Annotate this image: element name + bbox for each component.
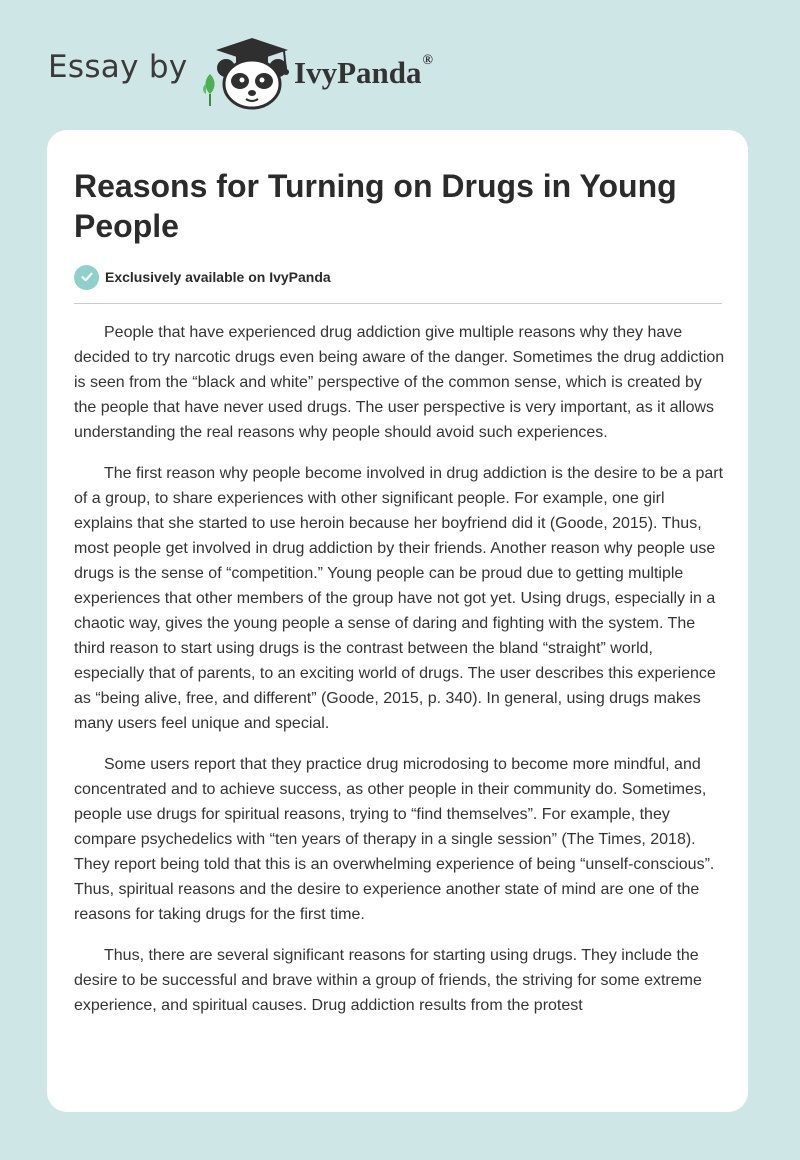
essay-title: Reasons for Turning on Drugs in Young People [74, 168, 677, 244]
paragraph: People that have experienced drug addiction give multiple reasons why they have decided to try narcotic drugs even being aware of the danger. Sometimes the drug addiction is seen from the “black and white” perspective of the common sense, which is created by the people that have never used drugs. The user perspective is very important, as it allows understanding the real reasons why people should avoid such experiences. [74, 324, 725, 441]
essay-by-label: Essay by [48, 49, 188, 85]
brand-name-text: IvyPanda [294, 55, 422, 90]
registered-mark: ® [422, 53, 433, 68]
leaf-icon [203, 74, 215, 106]
essay-body [74, 320, 725, 1034]
brand-name [294, 55, 432, 91]
paragraph: Some users report that they practice drug microdosing to become more mindful, and concentrated and to achieve success, as other people in their community do. Sometimes, people use drugs for spiritual reasons, trying to “find themselves”. For example, they compare psychedelics with “ten years of therapy in a single session” (The Times, 2018). They report being told that this is an overwhelming experience of being “unself-conscious”. Thus, spiritual reasons and the desire to experience another state of mind are one of the reasons for taking drugs for the first time. [74, 756, 715, 923]
exclusive-badge [74, 264, 331, 290]
site-header [0, 0, 800, 130]
paragraph: The first reason why people become involved in drug addiction is the desire to be a part of a group, to share experiences with other significant people. For example, one girl explains that she started to use heroin because her boyfriend did it (Goode, 2015). Thus, most people get involved in drug addiction by their friends. Another reason why people use drugs is the sense of “competition.” Young people can be proud due to getting multiple experiences that other members of the group have not got yet. Using drugs, especially in a chaotic way, gives the young people a sense of daring and fighting with the system. The third reason to start using drugs is the contrast between the bland “straight” world, especially that of parents, to an exciting world of drugs. The user describes this experience as “being alive, free, and different” (Goode, 2015, p. 340). In general, using drugs makes many users feel unique and special. [74, 465, 724, 732]
essay-card [47, 130, 748, 1112]
paragraph: Thus, there are several significant reasons for starting using drugs. They include the desire to be successful and brave within a group of friends, the striving for some extreme experience, and spiritual causes. Drug addiction results from the protest [74, 947, 702, 1014]
panda-graduate-logo-icon [200, 36, 300, 110]
check-icon [74, 265, 99, 290]
divider [74, 303, 722, 304]
exclusive-badge-label: Exclusively available on IvyPanda [105, 269, 331, 285]
